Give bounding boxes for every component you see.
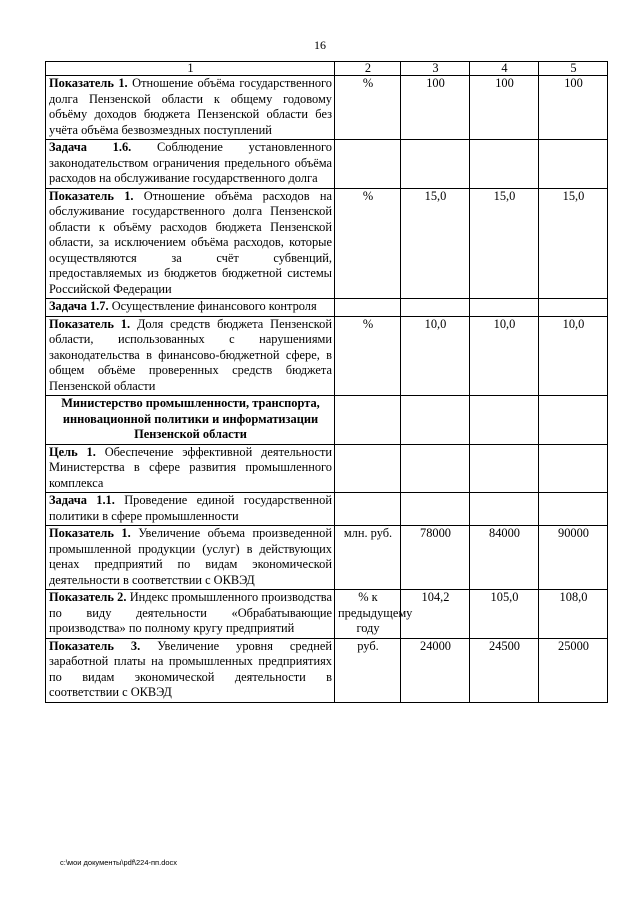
value-cell-v3 [401, 299, 470, 317]
indicator-text: Соблюдение установленного законодательством ограничения предельного объёма расходов на обслуживание государственного долга [49, 140, 332, 185]
table-row [46, 316, 608, 396]
indicator-label: Показатель 1. [49, 188, 134, 203]
value-cell-v5 [539, 444, 608, 493]
value-cell-v3 [401, 444, 470, 493]
indicator-text: Увеличение объема произведенной промышленной продукции (услуг) в действующих ценах предприятий по видам экономической деятельности в соответствии с ОКВЭД [49, 526, 332, 587]
value-cell-v3: 78000 [401, 526, 470, 590]
value-cell-v4: 10,0 [470, 316, 539, 396]
value-cell-v3: 24000 [401, 638, 470, 702]
indicator-cell [46, 76, 335, 140]
unit-cell [335, 396, 401, 445]
indicator-label: Показатель 2. [49, 590, 127, 604]
value-cell-v4: 100 [470, 76, 539, 140]
indicator-label: Показатель 1. [49, 526, 131, 540]
indicator-text: Увеличение уровня средней заработной платы на промышленных предприятиях по видам экономической деятельности в соответствии с ОКВЭД [49, 638, 332, 699]
value-cell-v4 [470, 396, 539, 445]
value-cell-v4: 105,0 [470, 590, 539, 639]
indicator-cell [46, 299, 335, 317]
value-cell-v4: 15,0 [470, 188, 539, 299]
indicator-text: Отношение объёма расходов на обслуживание государственного долга Пензенской области к объёму расходов бюджета Пензенской области, за исключением объёма расходов, которые осуществляются за счёт субвенций, предоставляемых из бюджетов бюджетной системы Российской Федерации [49, 188, 332, 296]
unit-cell: % [335, 188, 401, 299]
unit-cell [335, 140, 401, 189]
value-cell-v5: 10,0 [539, 316, 608, 396]
unit-cell: % [335, 316, 401, 396]
table-row [46, 493, 608, 526]
unit-cell [335, 493, 401, 526]
indicator-label: Задача 1.6. [49, 140, 132, 154]
value-cell-v5: 25000 [539, 638, 608, 702]
table-row [46, 590, 608, 639]
value-cell-v5 [539, 396, 608, 445]
table-row [46, 188, 608, 299]
unit-cell: руб. [335, 638, 401, 702]
value-cell-v4 [470, 299, 539, 317]
indicator-text: Доля средств бюджета Пензенской области, использованных с нарушениями законодательства в финансово-бюджетной сфере, в общем объёме проверенных средств бюджета Пензенской области [49, 316, 332, 393]
value-cell-v4: 24500 [470, 638, 539, 702]
value-cell-v3 [401, 396, 470, 445]
indicator-text: Осуществление финансового контроля [111, 299, 317, 313]
unit-cell: % к предыдущему году [335, 590, 401, 639]
table-row [46, 526, 608, 590]
indicator-label: Показатель 1. [49, 76, 128, 90]
header-cell-3: 3 [401, 62, 470, 76]
value-cell-v5: 100 [539, 76, 608, 140]
indicator-cell [46, 396, 335, 445]
value-cell-v3: 15,0 [401, 188, 470, 299]
value-cell-v3: 104,2 [401, 590, 470, 639]
value-cell-v3: 100 [401, 76, 470, 140]
header-row [46, 62, 608, 76]
table-row [46, 76, 608, 140]
table-row [46, 638, 608, 702]
indicator-text: Отношение объёма государственного долга Пензенской области к общему годовому объёму доходов бюджета Пензенской области без учёта объёма безвозмездных поступлений [49, 76, 332, 137]
table-row [46, 140, 608, 189]
value-cell-v5: 15,0 [539, 188, 608, 299]
value-cell-v5 [539, 299, 608, 317]
indicator-text: Обеспечение эффективной деятельности Министерства в сфере развития промышленного комплекса [49, 444, 332, 490]
unit-cell: % [335, 76, 401, 140]
unit-cell: млн. руб. [335, 526, 401, 590]
header-cell-1: 1 [46, 62, 335, 76]
table-row [46, 444, 608, 493]
indicator-text: Индекс промышленного производства по виду деятельности «Обрабатывающие производства» по полному кругу предприятий [49, 590, 332, 635]
indicator-cell [46, 188, 335, 299]
table-row [46, 396, 608, 445]
table-row [46, 299, 608, 317]
value-cell-v4 [470, 140, 539, 189]
indicator-cell [46, 140, 335, 189]
value-cell-v4: 84000 [470, 526, 539, 590]
value-cell-v4 [470, 444, 539, 493]
indicator-text: Проведение единой государственной политики в сфере промышленности [49, 493, 332, 523]
value-cell-v3 [401, 493, 470, 526]
value-cell-v5: 108,0 [539, 590, 608, 639]
value-cell-v3 [401, 140, 470, 189]
page-number: 16 [314, 38, 326, 52]
indicator-cell [46, 493, 335, 526]
indicator-cell [46, 444, 335, 493]
header-cell-4: 4 [470, 62, 539, 76]
value-cell-v5: 90000 [539, 526, 608, 590]
indicator-label: Задача 1.1. [49, 493, 115, 507]
indicator-label: Задача 1.7. [49, 299, 109, 313]
indicator-cell [46, 638, 335, 702]
unit-cell [335, 299, 401, 317]
indicator-label: Показатель 3. [49, 638, 141, 653]
value-cell-v5 [539, 493, 608, 526]
indicators-table [45, 61, 608, 703]
indicator-cell [46, 316, 335, 396]
value-cell-v3: 10,0 [401, 316, 470, 396]
header-cell-5: 5 [539, 62, 608, 76]
file-path-footer: c:\мои документы\pdf\224-пп.docx [60, 858, 178, 867]
indicator-cell [46, 526, 335, 590]
value-cell-v5 [539, 140, 608, 189]
indicator-label: Показатель 1. [49, 316, 131, 331]
indicator-label: Цель 1. [49, 444, 96, 459]
value-cell-v4 [470, 493, 539, 526]
header-cell-2: 2 [335, 62, 401, 76]
unit-cell [335, 444, 401, 493]
indicator-cell [46, 590, 335, 639]
ministry-title: Министерство промышленности, транспорта, инновационной политики и информатизации Пензенской области [61, 396, 320, 441]
